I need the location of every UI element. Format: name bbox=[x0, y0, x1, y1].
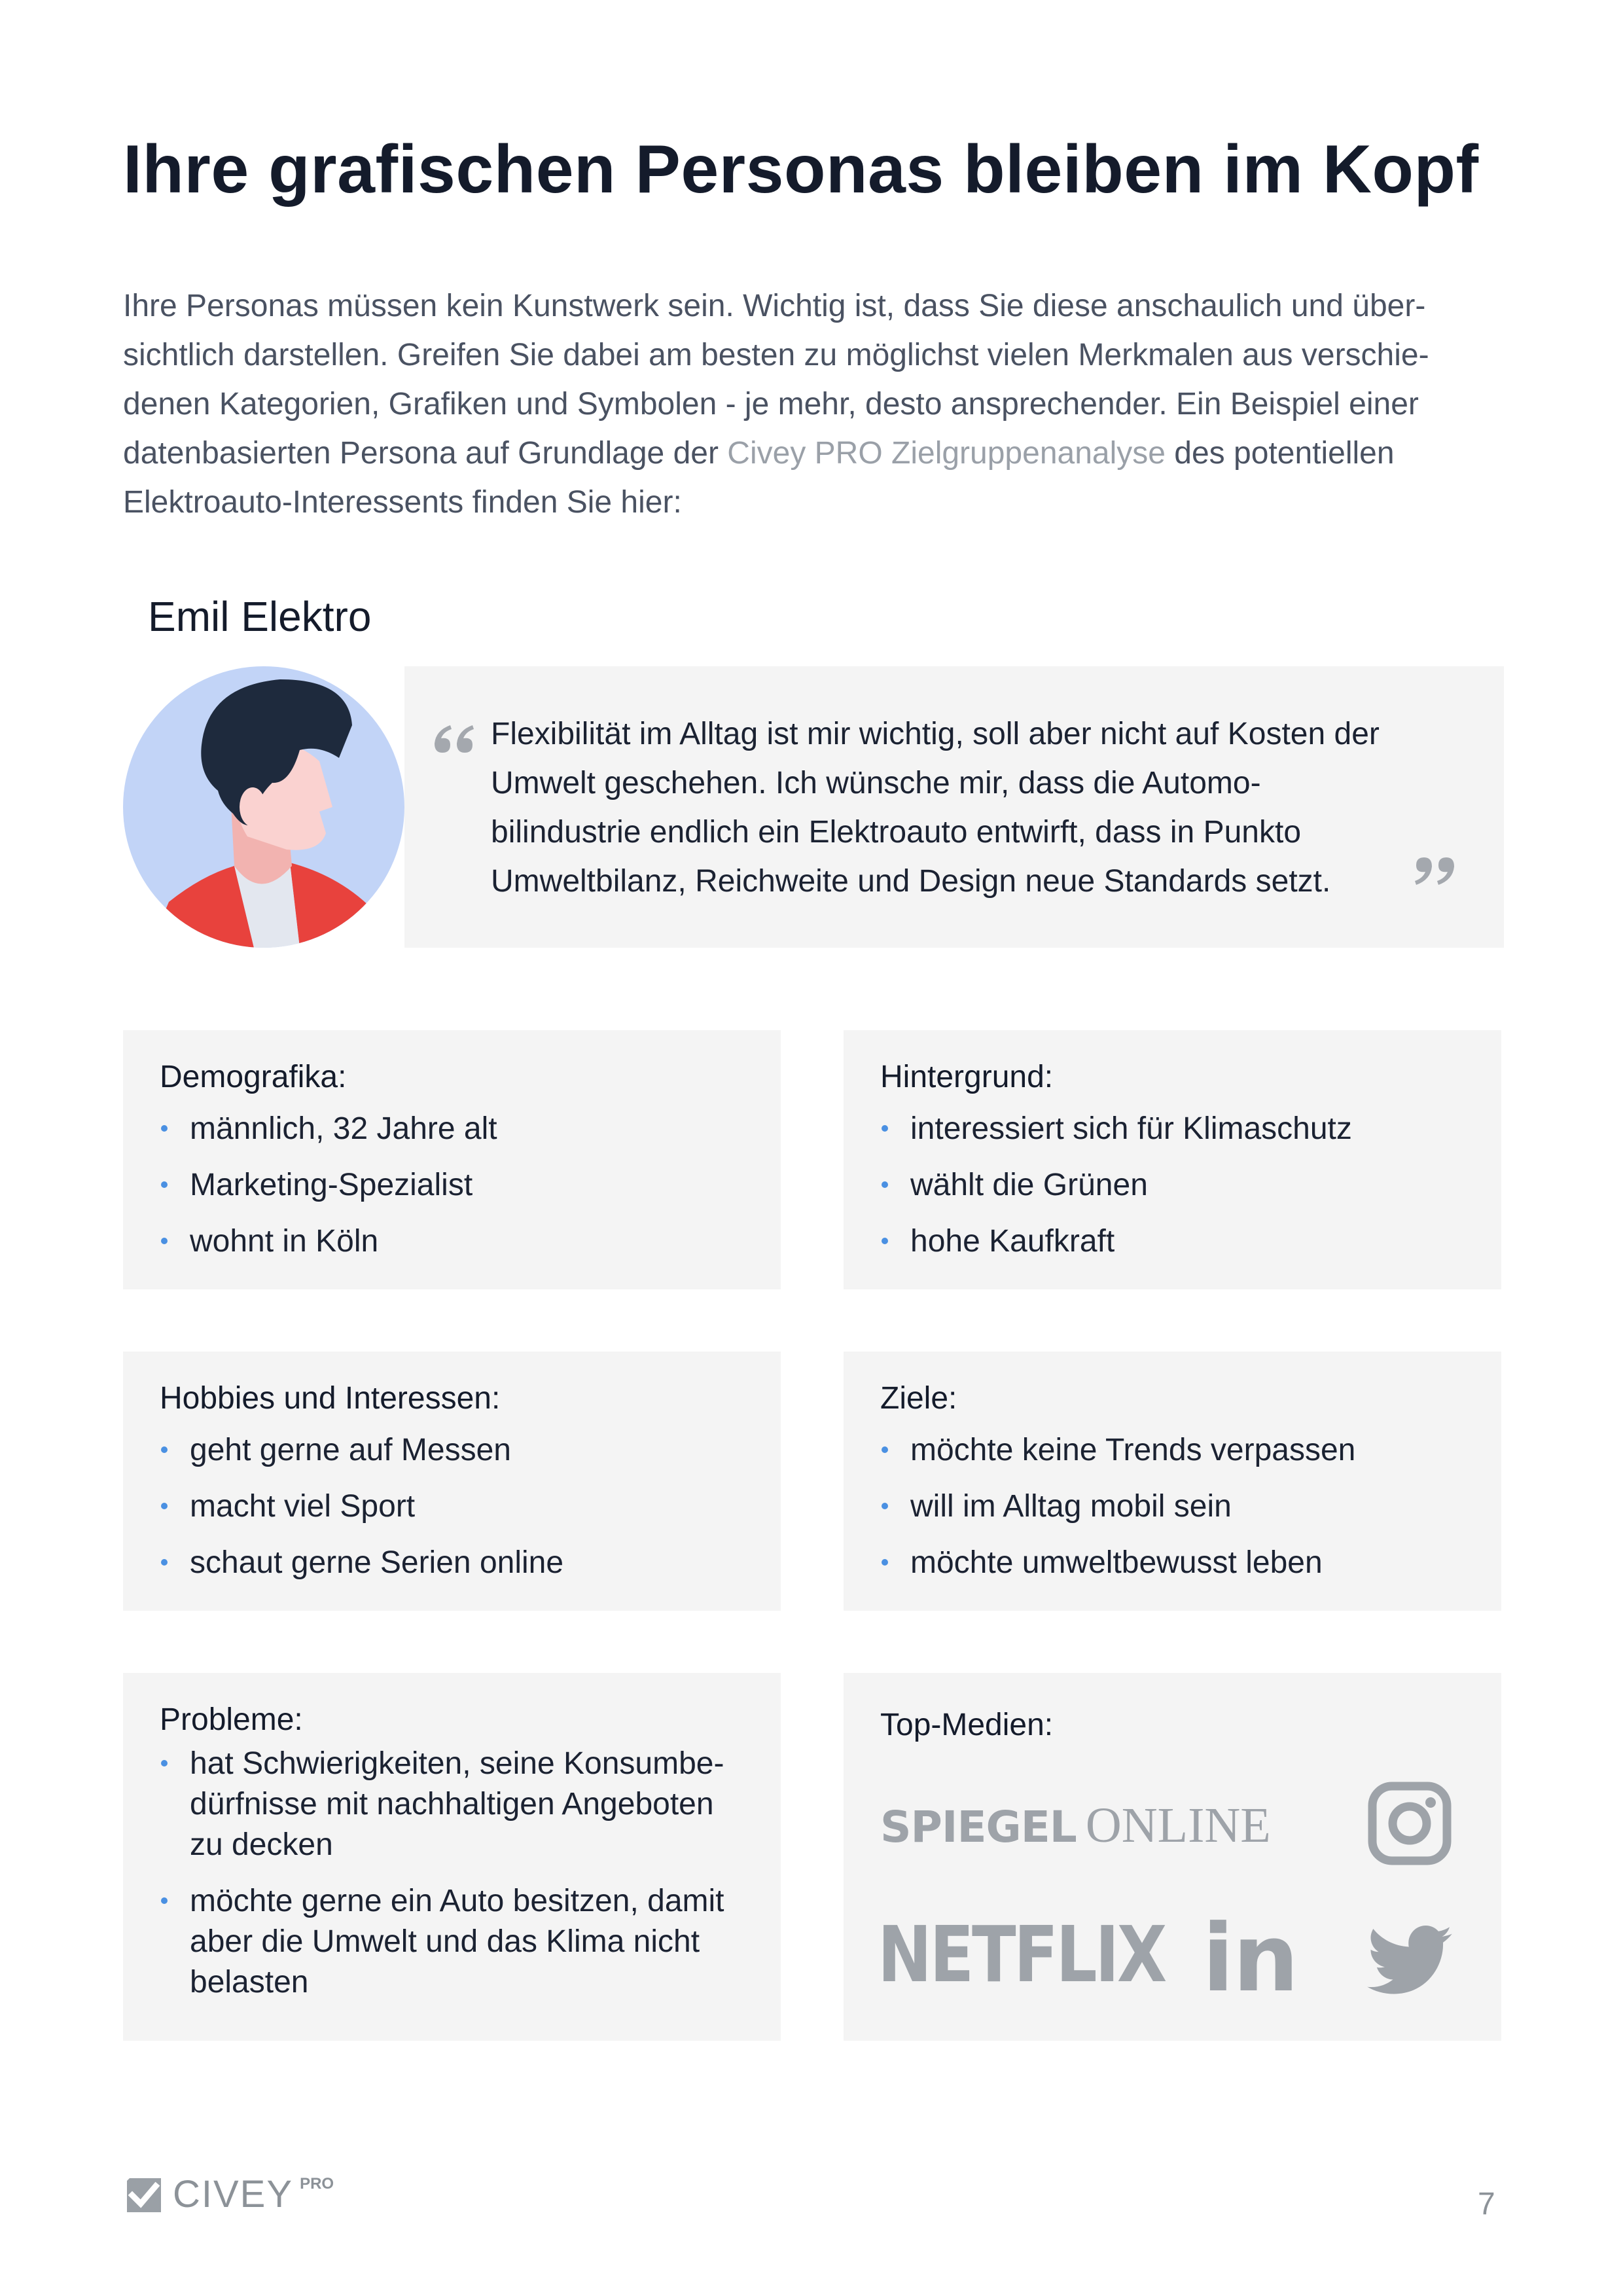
quote-open-icon bbox=[432, 723, 475, 755]
page-title: Ihre grafischen Personas bleiben im Kopf bbox=[123, 132, 1479, 207]
list-item: will im Alltag mobil sein bbox=[880, 1486, 1469, 1527]
persona-name: Emil Elektro bbox=[148, 593, 372, 640]
hintergrund-heading: Hintergrund: bbox=[880, 1060, 1054, 1094]
intro-text-end: des potentiellen Elektroauto-Interessents finden Sie hier: bbox=[123, 436, 1395, 520]
persona-avatar-icon bbox=[123, 666, 404, 948]
civey-check-icon bbox=[123, 2174, 165, 2216]
spiegel-logo-word: SPIEGEL bbox=[880, 1802, 1077, 1852]
hintergrund-list bbox=[880, 1109, 1469, 1278]
ziele-list bbox=[880, 1430, 1469, 1599]
list-item: interessiert sich für Klimaschutz bbox=[880, 1109, 1469, 1149]
hobbies-list bbox=[160, 1430, 749, 1599]
list-item: schaut gerne Serien online bbox=[160, 1543, 749, 1583]
ziele-heading: Ziele: bbox=[880, 1381, 957, 1416]
list-item: macht viel Sport bbox=[160, 1486, 749, 1527]
instagram-icon bbox=[1367, 1781, 1452, 1866]
list-item: möchte gerne ein Auto besitzen, damit aber die Umwelt und das Klima nicht belasten bbox=[160, 1881, 749, 2003]
demografika-heading: Demografika: bbox=[160, 1060, 347, 1094]
quote-close-icon bbox=[1414, 855, 1457, 888]
civey-pro-suffix: PRO bbox=[300, 2175, 334, 2193]
linkedin-icon: in bbox=[1202, 1905, 1298, 2013]
page-number: 7 bbox=[1478, 2187, 1495, 2221]
list-item: möchte umweltbewusst leben bbox=[880, 1543, 1469, 1583]
list-item: möchte keine Trends verpassen bbox=[880, 1430, 1469, 1471]
intro-text-start: Ihre Personas müssen kein Kunstwerk sein. Wichtig ist, dass Sie diese anschaulich und übersichtlich darstellen. Greifen Sie dabei am besten zu möglichst vielen Merkmalen aus verschiedenen Kategorien, Grafiken und Symbolen - je mehr, desto ansprechender. Ein Beispiel einer datenbasierten Persona auf Grundlage der bbox=[123, 289, 1429, 471]
list-item: hat Schwierigkeiten, seine Konsumbedürfnisse mit nachhaltigen Angeboten zu decken bbox=[160, 1744, 749, 1865]
demografika-list bbox=[160, 1109, 749, 1278]
intro-paragraph bbox=[123, 281, 1504, 527]
list-item: wohnt in Köln bbox=[160, 1221, 749, 1262]
spiegel-online-logo bbox=[880, 1797, 1271, 1854]
top-medien-heading: Top-Medien: bbox=[880, 1708, 1054, 1742]
netflix-logo: NETFLIX bbox=[878, 1909, 1165, 2000]
twitter-icon bbox=[1367, 1926, 1454, 1998]
hintergrund-card bbox=[844, 1030, 1501, 1289]
civey-zielgruppenanalyse-link[interactable]: Civey PRO Zielgruppenanalyse bbox=[727, 436, 1166, 471]
civey-brand-text: CIVEY bbox=[173, 2173, 294, 2215]
top-medien-card bbox=[844, 1673, 1501, 2041]
persona-quote-box bbox=[404, 666, 1504, 948]
demografika-card bbox=[123, 1030, 781, 1289]
list-item: geht gerne auf Messen bbox=[160, 1430, 749, 1471]
list-item: hohe Kaufkraft bbox=[880, 1221, 1469, 1262]
civey-pro-logo bbox=[123, 2174, 334, 2220]
ziele-card bbox=[844, 1352, 1501, 1611]
hobbies-card bbox=[123, 1352, 781, 1611]
persona-quote-text: Flexibilität im Alltag ist mir wichtig, soll aber nicht auf Kosten der Umwelt geschehen. Ich wünsche mir, dass die Automobilindustrie endlich ein Elektroauto entwirft, dass in Punkto Umweltbilanz, Reichweite und Design neue Standards setzt. bbox=[491, 717, 1380, 899]
probleme-heading: Probleme: bbox=[160, 1702, 303, 1737]
list-item: Marketing-Spezialist bbox=[160, 1165, 749, 1206]
hobbies-heading: Hobbies und Interessen: bbox=[160, 1381, 501, 1416]
online-logo-word: ONLINE bbox=[1085, 1798, 1271, 1853]
list-item: männlich, 32 Jahre alt bbox=[160, 1109, 749, 1149]
probleme-list bbox=[160, 1744, 749, 2018]
list-item: wählt die Grünen bbox=[880, 1165, 1469, 1206]
probleme-card bbox=[123, 1673, 781, 2041]
